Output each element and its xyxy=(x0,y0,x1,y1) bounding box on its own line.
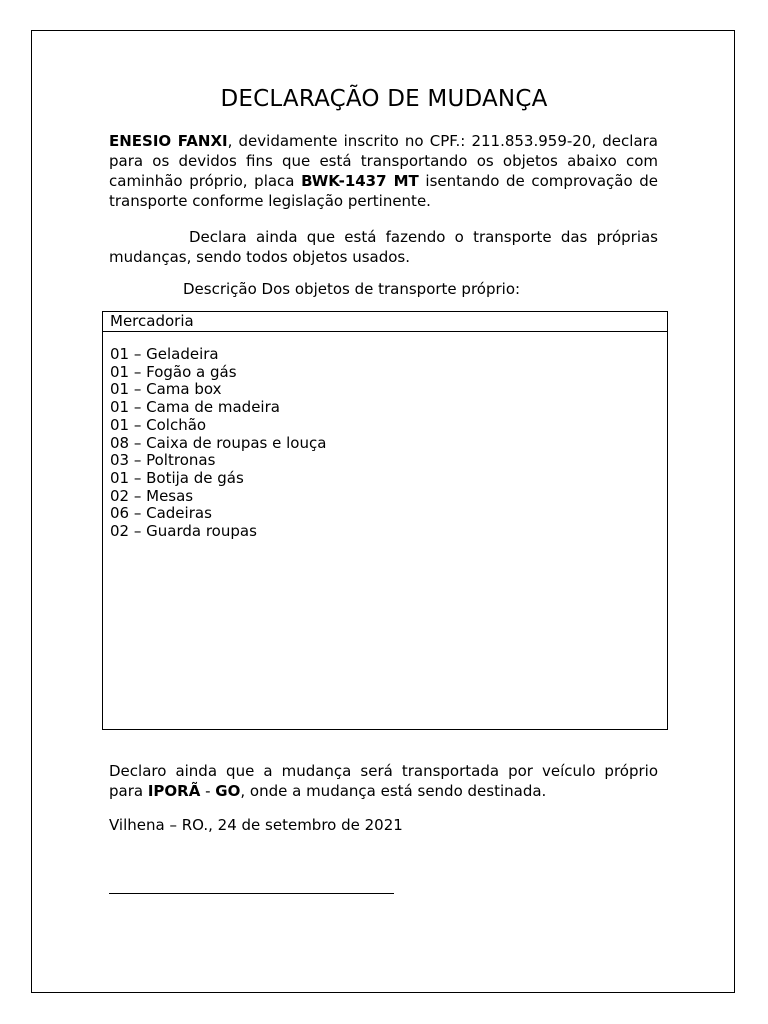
destination-state: GO xyxy=(215,782,241,800)
list-item: 08 – Caixa de roupas e louça xyxy=(110,433,327,452)
destination-text-part1: Declaro ainda que a mudança será transportada por veículo próprio para xyxy=(109,762,658,800)
signature-line xyxy=(109,893,394,894)
list-item: 02 – Guarda roupas xyxy=(110,522,257,541)
list-item: 02 – Mesas xyxy=(110,486,194,505)
list-item: 01 – Cama de madeira xyxy=(110,398,280,417)
document-title: DECLARAÇÃO DE MUDANÇA xyxy=(220,86,548,112)
declaration-text-part2: isentando de comprovação de transporte conforme legislação pertinente. xyxy=(109,172,659,210)
destination-separator: - xyxy=(200,782,216,800)
declaration-text-part1: , devidamente inscrito no CPF.: 211.853.959-20, declara para os devidos fins que está transportando os objetos abaixo com caminhão próprio, placa xyxy=(109,132,658,190)
table-header: Mercadoria xyxy=(103,312,667,332)
goods-table xyxy=(102,311,668,730)
list-item: 01 – Colchão xyxy=(110,415,207,434)
destination-paragraph xyxy=(109,761,658,801)
goods-list xyxy=(110,346,326,541)
list-item: 01 – Geladeira xyxy=(110,345,219,363)
destination-city: IPORÃ xyxy=(147,782,201,800)
list-item: 01 – Fogão a gás xyxy=(110,362,237,381)
used-items-paragraph: Declara ainda que está fazendo o transporte das próprias mudanças, sendo todos objetos usados. xyxy=(109,228,658,266)
list-item: 03 – Poltronas xyxy=(110,451,216,470)
vehicle-plate: BWK-1437 MT xyxy=(301,172,419,190)
list-item: 01 – Cama box xyxy=(110,380,222,399)
declaration-paragraph xyxy=(109,131,658,211)
place-and-date: Vilhena – RO., 24 de setembro de 2021 xyxy=(109,816,403,834)
destination-text-part2: , onde a mudança está sendo destinada. xyxy=(240,782,547,800)
declarant-name: ENESIO FANXI xyxy=(109,132,228,150)
items-caption: Descrição Dos objetos de transporte próprio: xyxy=(183,280,521,298)
list-item: 01 – Botija de gás xyxy=(110,468,244,487)
list-item: 06 – Cadeiras xyxy=(110,504,212,523)
